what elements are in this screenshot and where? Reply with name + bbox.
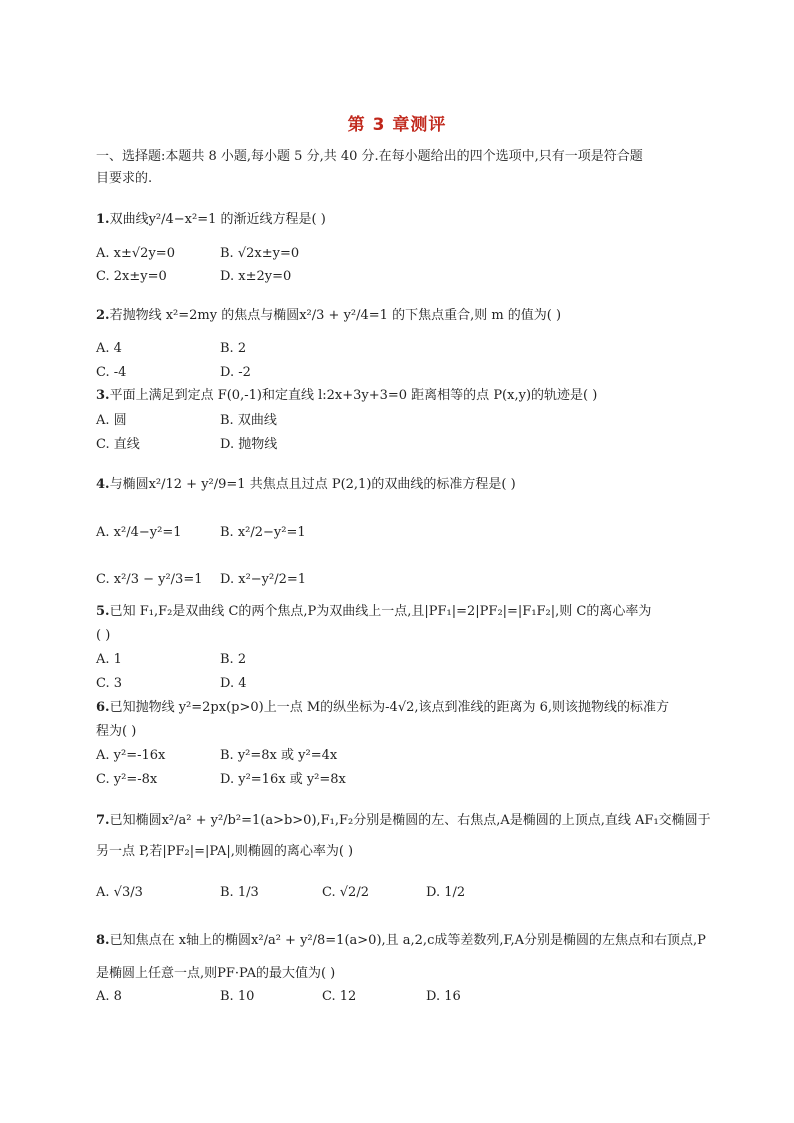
question-7-option-d: D. 1/2 xyxy=(426,885,466,900)
question-1-stem xyxy=(96,211,326,229)
question-8-option-a: A. 8 xyxy=(96,989,122,1004)
question-text: 已知 F₁,F₂是双曲线 C的两个焦点,P为双曲线上一点,且|PF₁|=2|PF₂|=|F₁F₂|,则 C的离心率为 xyxy=(109,604,652,619)
question-4-option-b: B. x²/2−y²=1 xyxy=(220,525,306,540)
question-5-stem xyxy=(96,603,651,621)
question-number: 4. xyxy=(96,477,110,492)
question-2-stem xyxy=(96,307,561,325)
question-1-option-a: A. x±√2y=0 xyxy=(96,246,175,261)
question-number: 2. xyxy=(96,308,110,323)
question-3-option-a: A. 圆 xyxy=(96,413,127,428)
question-4-stem xyxy=(96,476,516,494)
question-3-option-d: D. 抛物线 xyxy=(220,437,278,452)
section-intro-line-2: 目要求的. xyxy=(96,171,153,186)
question-6-option-b: B. y²=8x 或 y²=4x xyxy=(220,748,338,763)
question-6-stem-line-2: 程为( ) xyxy=(96,724,137,739)
question-number: 6. xyxy=(96,700,110,715)
page-title: 第 3 章测评 xyxy=(347,115,447,135)
question-2-option-a: A. 4 xyxy=(96,341,122,356)
question-1-option-d: D. x±2y=0 xyxy=(220,269,292,284)
question-4-option-c: C. x²/3 − y²/3=1 xyxy=(96,572,203,587)
question-6-option-c: C. y²=-8x xyxy=(96,772,158,787)
question-3-option-c: C. 直线 xyxy=(96,437,140,452)
question-6-option-d: D. y²=16x 或 y²=8x xyxy=(220,772,346,787)
question-number: 3. xyxy=(96,388,110,403)
question-6-option-a: A. y²=-16x xyxy=(96,748,166,763)
question-text: 与椭圆x²/12 + y²/9=1 共焦点且过点 P(2,1)的双曲线的标准方程是( ) xyxy=(109,477,516,492)
question-7-option-b: B. 1/3 xyxy=(220,885,259,900)
question-5-option-d: D. 4 xyxy=(220,676,247,691)
question-text: 已知抛物线 y²=2px(p>0)上一点 M的纵坐标为-4√2,该点到准线的距离为 6,则该抛物线的标准方 xyxy=(109,700,670,715)
question-8-stem xyxy=(96,932,706,950)
question-text: 已知焦点在 x轴上的椭圆x²/a² + y²/8=1(a>0),且 a,2,c成等差数列,F,A分别是椭圆的左焦点和右顶点,P xyxy=(109,933,706,948)
question-6-stem xyxy=(96,699,669,717)
question-5-stem-line-2: ( ) xyxy=(96,628,111,643)
question-1-option-b: B. √2x±y=0 xyxy=(220,246,300,261)
question-8-option-c: C. 12 xyxy=(322,989,357,1004)
question-7-option-a: A. √3/3 xyxy=(96,885,143,900)
question-8-stem-line-2: 是椭圆上任意一点,则PF·PA的最大值为( ) xyxy=(96,966,336,981)
question-7-stem xyxy=(96,812,711,830)
question-number: 1. xyxy=(96,212,110,227)
question-2-option-b: B. 2 xyxy=(220,341,247,356)
question-2-option-c: C. -4 xyxy=(96,365,127,380)
question-5-option-a: A. 1 xyxy=(96,652,122,667)
question-text: 双曲线y²/4−x²=1 的渐近线方程是( ) xyxy=(109,212,326,227)
section-intro-line-1: 一、选择题:本题共 8 小题,每小题 5 分,共 40 分.在每小题给出的四个选项中,只有一项是符合题 xyxy=(96,149,643,164)
question-4-option-a: A. x²/4−y²=1 xyxy=(96,525,182,540)
question-text: 已知椭圆x²/a² + y²/b²=1(a>b>0),F₁,F₂分别是椭圆的左、右焦点,A是椭圆的上顶点,直线 AF₁交椭圆于 xyxy=(109,813,711,828)
question-number: 7. xyxy=(96,813,110,828)
question-number: 8. xyxy=(96,933,110,948)
question-2-option-d: D. -2 xyxy=(220,365,251,380)
question-8-option-d: D. 16 xyxy=(426,989,461,1004)
question-text: 若抛物线 x²=2my 的焦点与椭圆x²/3 + y²/4=1 的下焦点重合,则 m 的值为( ) xyxy=(109,308,562,323)
question-4-option-d: D. x²−y²/2=1 xyxy=(220,572,307,587)
question-5-option-b: B. 2 xyxy=(220,652,247,667)
question-3-stem xyxy=(96,387,597,405)
question-7-option-c: C. √2/2 xyxy=(322,885,369,900)
question-7-stem-line-2: 另一点 P,若|PF₂|=|PA|,则椭圆的离心率为( ) xyxy=(96,844,354,859)
question-3-option-b: B. 双曲线 xyxy=(220,413,277,428)
question-5-option-c: C. 3 xyxy=(96,676,123,691)
question-8-option-b: B. 10 xyxy=(220,989,255,1004)
question-1-option-c: C. 2x±y=0 xyxy=(96,269,167,284)
question-text: 平面上满足到定点 F(0,-1)和定直线 l:2x+3y+3=0 距离相等的点 P(x,y)的轨迹是( ) xyxy=(109,388,598,403)
question-number: 5. xyxy=(96,604,110,619)
